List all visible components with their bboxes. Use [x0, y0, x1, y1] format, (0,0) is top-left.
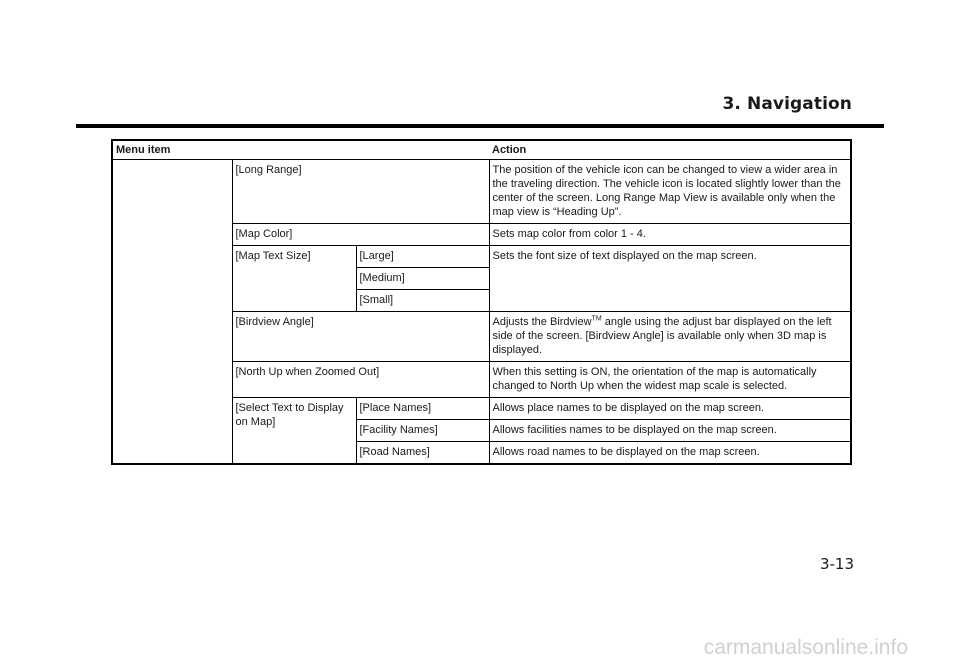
- action-birdview-suffix: angle using the adjust bar displayed on the left side of the screen. [Birdview Angle] is available only when 3D map is displayed.: [492, 316, 832, 356]
- item-birdview-angle: [Birdview Angle]: [232, 312, 489, 362]
- option-medium: [Medium]: [356, 268, 489, 290]
- trademark-mark: TM: [591, 315, 602, 323]
- parent-menu-cell: [112, 160, 232, 465]
- subitem-facility-names: [Facility Names]: [356, 420, 489, 442]
- chapter-title: 3. Navigation: [722, 94, 852, 114]
- action-map-text-size: Sets the font size of text displayed on the map screen.: [489, 246, 851, 312]
- action-map-color: Sets map color from color 1 - 4.: [489, 224, 851, 246]
- header-menu-item: Menu item: [112, 140, 489, 160]
- table-header-row: [112, 140, 851, 160]
- header-rule: [76, 124, 884, 128]
- option-small: [Small]: [356, 290, 489, 312]
- header-action: Action: [489, 140, 851, 160]
- table-row: [112, 160, 851, 224]
- subitem-road-names: [Road Names]: [356, 442, 489, 465]
- item-long-range: [Long Range]: [232, 160, 489, 224]
- watermark: carmanualsonline.info: [703, 636, 908, 659]
- item-north-up: [North Up when Zoomed Out]: [232, 362, 489, 398]
- action-north-up: When this setting is ON, the orientation of the map is automatically changed to North Up when the widest map scale is selected.: [489, 362, 851, 398]
- action-birdview-prefix: Adjusts the Birdview: [492, 316, 592, 328]
- item-map-text-size: [Map Text Size]: [232, 246, 356, 312]
- action-place-names: Allows place names to be displayed on the map screen.: [489, 398, 851, 420]
- item-map-color: [Map Color]: [232, 224, 489, 246]
- menu-table: [111, 139, 852, 465]
- item-select-text: [Select Text to Display on Map]: [232, 398, 356, 465]
- option-large: [Large]: [356, 246, 489, 268]
- action-road-names: Allows road names to be displayed on the map screen.: [489, 442, 851, 465]
- subitem-place-names: [Place Names]: [356, 398, 489, 420]
- action-facility-names: Allows facilities names to be displayed on the map screen.: [489, 420, 851, 442]
- action-long-range: The position of the vehicle icon can be changed to view a wider area in the traveling direction. The vehicle icon is located slightly lower than the center of the screen. Long Range Map View is available only when the map view is “Heading Up”.: [489, 160, 851, 224]
- action-birdview-angle: [489, 312, 851, 362]
- page-number: 3-13: [819, 555, 854, 573]
